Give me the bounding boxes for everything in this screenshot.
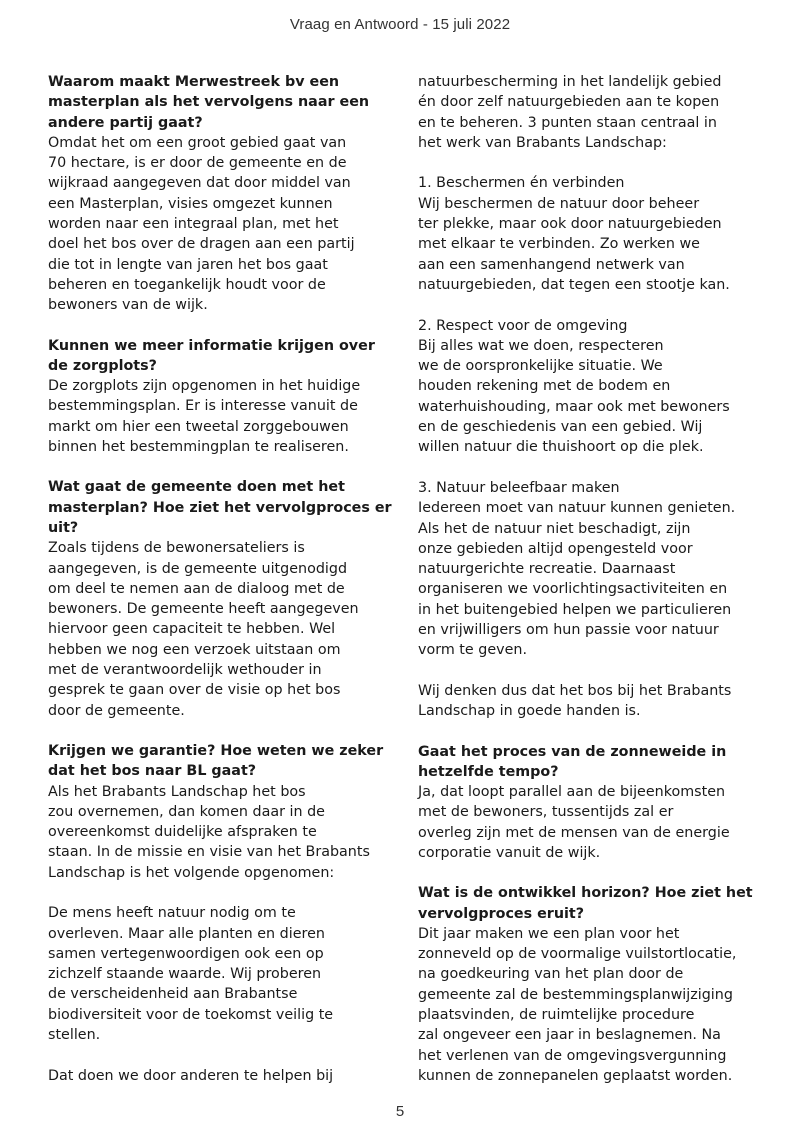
text-line: De zorgplots zijn opgenomen in het huidige (48, 378, 361, 395)
text-line: door de gemeente. (48, 702, 185, 719)
answer-paragraph (48, 376, 388, 457)
text-line: willen natuur die thuishoort op die plek. (418, 439, 704, 456)
qa-garantie (48, 741, 388, 1086)
text-line: een Masterplan, visies omgezet kunnen (48, 195, 333, 212)
continued-paragraph (48, 1066, 388, 1086)
continued-paragraph (418, 72, 758, 153)
mission-paragraph (48, 903, 388, 1045)
text-line: overleven. Maar alle planten en dieren (48, 925, 325, 942)
text-line: gemeente zal de bestemmingsplanwijziging (418, 986, 733, 1003)
text-line: Als het Brabants Landschap het bos (48, 783, 306, 800)
text-line: natuurgebieden, dat tegen een stootje kan. (418, 276, 730, 293)
text-line: 70 hectare, is er door de gemeente en de (48, 155, 347, 172)
text-line: de verscheidenheid aan Brabantse (48, 986, 298, 1003)
text-line: Iedereen moet van natuur kunnen genieten. (418, 500, 736, 517)
text-line: zal ongeveer een jaar in beslagnemen. Na (418, 1027, 721, 1044)
text-line: hebben we nog een verzoek uitstaan om (48, 641, 341, 658)
text-line: onze gebieden altijd opengesteld voor (418, 540, 693, 557)
answer-paragraph (48, 782, 388, 883)
text-line: worden naar een integraal plan, met het (48, 216, 339, 233)
question-line: Gaat het proces van de zonneweide in (418, 743, 727, 760)
qa-masterplan (48, 72, 388, 316)
question-heading (48, 72, 388, 133)
text-line: met elkaar te verbinden. Zo werken we (418, 236, 700, 253)
text-line: natuurbescherming in het landelijk gebied (418, 74, 722, 90)
text-line: doel het bos over de dragen aan een partij (48, 236, 355, 253)
question-line: masterplan als het vervolgens naar een (48, 94, 370, 111)
left-column (48, 72, 392, 1106)
text-line: Bij alles wat we doen, respecteren (418, 337, 664, 354)
question-heading (48, 477, 392, 538)
page-header: Vraag en Antwoord - 15 juli 2022 (289, 16, 511, 33)
text-line: zichzelf staande waarde. Wij proberen (48, 966, 322, 983)
text-line: ter plekke, maar ook door natuurgebieden (418, 216, 722, 233)
question-line: Kunnen we meer informatie krijgen over (48, 337, 375, 354)
text-line: staan. In de missie en visie van het Brabants (48, 844, 370, 861)
text-line: om deel te nemen aan de dialoog met de (48, 580, 345, 597)
question-heading (48, 741, 388, 782)
text-line: het verlenen van de omgevingsvergunning (418, 1047, 727, 1064)
text-line: het werk van Brabants Landschap: (418, 134, 667, 151)
text-line: bestemmingsplan. Er is interesse vanuit de (48, 398, 358, 415)
qa-zorgplots (48, 336, 388, 458)
text-line: bewoners van de wijk. (48, 297, 208, 314)
text-line: biodiversiteit voor de toekomst veilig te (48, 1006, 334, 1023)
text-line: aangegeven, is de gemeente uitgenodigd (48, 560, 348, 577)
text-line: kunnen de zonnepanelen geplaatst worden. (418, 1067, 733, 1084)
text-line: zou overnemen, dan komen daar in de (48, 803, 325, 820)
text-line: beheren en toegankelijk houdt voor de (48, 276, 326, 293)
text-line: Dit jaar maken we een plan voor het (418, 925, 680, 942)
text-line: organiseren we voorlichtingsactiviteiten en (418, 581, 728, 598)
point-title: 3. Natuur beleefbaar maken (418, 479, 620, 496)
conclusion-paragraph (418, 681, 758, 722)
qa-gemeente (48, 477, 392, 721)
point-title: 2. Respect voor de omgeving (418, 317, 628, 334)
qa-horizon (418, 883, 758, 1086)
question-line: Wat is de ontwikkel horizon? Hoe ziet het (418, 885, 753, 902)
qa-zonneweide (418, 742, 758, 864)
text-line: plaatsvinden, de ruimtelijke procedure (418, 1007, 695, 1024)
text-line: natuurgerichte recreatie. Daarnaast (418, 561, 676, 578)
text-line: bewoners. De gemeente heeft aangegeven (48, 601, 359, 618)
point-respect (418, 316, 758, 458)
question-line: Krijgen we garantie? Hoe weten we zeker (48, 742, 384, 759)
text-line: na goedkeuring van het plan door de (418, 966, 684, 983)
question-heading (418, 742, 758, 783)
question-line: uit? (48, 519, 79, 536)
point-title: 1. Beschermen én verbinden (418, 175, 625, 192)
answer-paragraph (48, 133, 388, 316)
answer-paragraph (48, 538, 388, 721)
text-line: markt om hier een tweetal zorggebouwen (48, 418, 349, 435)
question-line: Wat gaat de gemeente doen met het (48, 479, 345, 496)
text-line: waterhuishouding, maar ook met bewoners (418, 398, 730, 415)
point-beleefbaar (418, 478, 758, 661)
text-line: met de bewoners, tussentijds zal er (418, 804, 674, 821)
question-heading (48, 336, 388, 377)
text-line: Als het de natuur niet beschadigt, zijn (418, 520, 691, 537)
text-line: Dat doen we door anderen te helpen bij (48, 1067, 334, 1084)
text-line: in het buitengebied helpen we particulieren (418, 601, 732, 618)
text-line: we de oorspronkelijke situatie. We (418, 358, 663, 375)
text-line: en de geschiedenis van een gebied. Wij (418, 419, 703, 436)
text-line: Zoals tijdens de bewonersateliers is (48, 540, 305, 557)
text-line: én door zelf natuurgebieden aan te kopen (418, 94, 720, 111)
text-line: zonneveld op de voormalige vuilstortlocatie, (418, 946, 737, 963)
text-line: Wij denken dus dat het bos bij het Brabants (418, 682, 732, 699)
text-line: en vrijwilligers om hun passie voor natuur (418, 622, 719, 639)
text-line: overleg zijn met de mensen van de energie (418, 824, 730, 841)
question-line: masterplan? Hoe ziet het vervolgproces er (48, 499, 392, 516)
text-line: aan een samenhangend netwerk van (418, 256, 685, 273)
text-line: gesprek te gaan over de visie op het bos (48, 682, 341, 699)
point-beschermen (418, 173, 758, 295)
text-line: Landschap is het volgende opgenomen: (48, 864, 335, 881)
text-line: corporatie vanuit de wijk. (418, 844, 601, 861)
question-heading (418, 883, 758, 924)
question-line: dat het bos naar BL gaat? (48, 763, 257, 780)
text-line: Landschap in goede handen is. (418, 703, 641, 720)
text-line: houden rekening met de bodem en (418, 378, 671, 395)
question-line: andere partij gaat? (48, 114, 203, 131)
text-line: en te beheren. 3 punten staan centraal in (418, 114, 717, 131)
text-line: die tot in lengte van jaren het bos gaat (48, 256, 328, 273)
question-line: vervolgproces eruit? (418, 905, 585, 922)
right-column (418, 72, 758, 1106)
text-line: Wij beschermen de natuur door beheer (418, 195, 700, 212)
text-line: hiervoor geen capaciteit te hebben. Wel (48, 621, 336, 638)
page-number: 5 (395, 1103, 405, 1120)
text-line: overeenkomst duidelijke afspraken te (48, 824, 317, 841)
text-line: Ja, dat loopt parallel aan de bijeenkomsten (418, 784, 726, 801)
answer-paragraph (418, 782, 758, 863)
text-line: De mens heeft natuur nodig om te (48, 905, 296, 922)
text-line: vorm te geven. (418, 642, 527, 659)
text-line: samen vertegenwoordigen ook een op (48, 945, 324, 962)
question-line: de zorgplots? (48, 357, 157, 374)
question-line: hetzelfde tempo? (418, 763, 559, 780)
question-line: Waarom maakt Merwestreek bv een (48, 74, 340, 90)
text-line: met de verantwoordelijk wethouder in (48, 662, 322, 679)
text-line: stellen. (48, 1027, 101, 1044)
text-line: binnen het bestemmingplan te realiseren. (48, 439, 349, 456)
text-line: Omdat het om een groot gebied gaat van (48, 134, 347, 151)
answer-paragraph (418, 924, 758, 1086)
text-line: wijkraad aangegeven dat door middel van (48, 175, 351, 192)
